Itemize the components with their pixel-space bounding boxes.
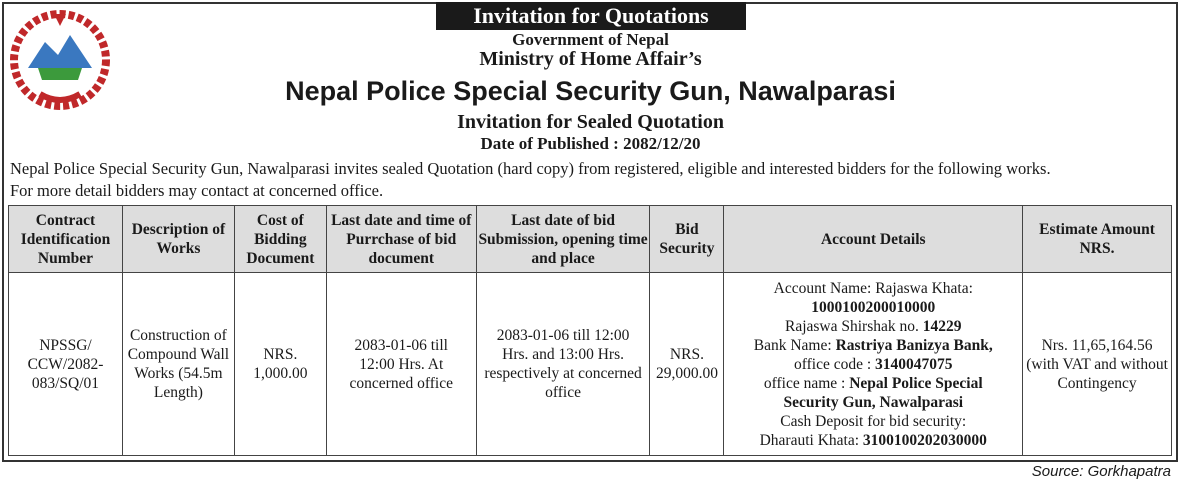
invitation-heading: Invitation for Sealed Quotation xyxy=(457,111,724,133)
contract-id-cell: NPSSG/ CCW/2082-083/SQ/01 xyxy=(9,273,123,456)
table-row xyxy=(9,273,1172,456)
bid-security-cell: NRS. 29,000.00 xyxy=(650,273,724,456)
ministry-heading: Ministry of Home Affair’s xyxy=(479,48,702,70)
account-name: Account Name: Rajaswa Khata: xyxy=(773,279,973,297)
header-cell: Estimate Amount NRS. xyxy=(1023,206,1172,273)
organization-heading: Nepal Police Special Security Gun, Nawalparasi xyxy=(285,76,896,106)
intro-line-2: For more detail bidders may contact at concerned office. xyxy=(10,181,384,200)
header-cell: Last date and time of Purrchase of bid document xyxy=(326,206,476,273)
table-header-row xyxy=(9,206,1172,273)
estimate-cell: Nrs. 11,65,164.56 (with VAT and without Contingency xyxy=(1023,273,1172,456)
submission-cell: 2083-01-06 till 12:00 Hrs. and 13:00 Hrs. respectively at concerned office xyxy=(476,273,650,456)
notice-title: Invitation for Quotations xyxy=(436,2,746,30)
date-published: Date of Published : 2082/12/20 xyxy=(480,134,701,153)
account-details-cell xyxy=(724,273,1023,456)
deposit-account: 3100100202030000 xyxy=(862,431,987,449)
office-name: Nepal Police Special Security Gun, Nawalparasi xyxy=(783,374,983,411)
header-cell: Last date of bid Submission, opening time and place xyxy=(476,206,650,273)
header-cell: Cost of Bidding Document xyxy=(234,206,326,273)
source-credit: Source: Gorkhapatra xyxy=(1031,463,1171,480)
header-cell: Contract Identification Number xyxy=(9,206,123,273)
purchase-deadline-cell: 2083-01-06 till 12:00 Hrs. At concerned office xyxy=(326,273,476,456)
header-cell: Bid Security xyxy=(650,206,724,273)
bank-label: Bank Name: xyxy=(753,336,836,354)
account-number: 1000100200010000 xyxy=(811,298,936,316)
cost-cell: NRS. 1,000.00 xyxy=(234,273,326,456)
government-heading: Government of Nepal xyxy=(512,30,669,49)
intro-text xyxy=(10,158,1175,202)
office-code: 3140047075 xyxy=(875,355,953,373)
description-cell: Construction of Compound Wall Works (54.5m Length) xyxy=(122,273,234,456)
intro-line-1: Nepal Police Special Security Gun, Nawalparasi invites sealed Quotation (hard copy) from registered, eligible and interested bidders for the following works. xyxy=(10,159,1051,178)
header-cell: Account Details xyxy=(724,206,1023,273)
header-cell: Description of Works xyxy=(122,206,234,273)
office-code-label: office code : xyxy=(793,355,876,373)
bank-name: Rastriya Banizya Bank, xyxy=(835,336,993,354)
office-name-label: office name : xyxy=(763,374,850,392)
deposit-label: Cash Deposit for bid security: Dharauti Khata: xyxy=(759,412,967,449)
shirshak-number: 14229 xyxy=(922,317,962,335)
quotation-table xyxy=(8,205,1172,456)
shirshak-label: Rajaswa Shirshak no. xyxy=(785,317,923,335)
